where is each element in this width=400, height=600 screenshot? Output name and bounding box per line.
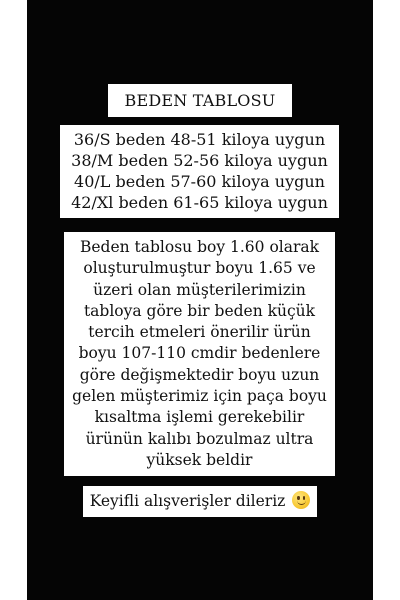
footer-message: Keyifli alışverişler dileriz — [89, 492, 286, 510]
description-line: yüksek beldir — [146, 450, 253, 469]
description-line: boyu 107-110 cmdir bedenlere — [78, 344, 321, 363]
size-chart-title: BEDEN TABLOSU — [124, 91, 276, 110]
size-chart-title-card — [108, 84, 292, 117]
size-row-36-s: 36/S beden 48-51 kiloya uygun — [73, 130, 326, 149]
description-line: üzeri olan müşterilerimizin — [93, 280, 306, 299]
size-description — [72, 237, 327, 471]
description-line: gelen müşterimiz için paça boyu — [72, 387, 327, 406]
smiling-face-icon — [292, 491, 310, 509]
size-row-38-m: 38/M beden 52-56 kiloya uygun — [71, 151, 328, 170]
size-row-42-xl: 42/Xl beden 61-65 kiloya uygun — [71, 193, 328, 212]
description-line: kısaltma işlemi gerekebilir — [94, 408, 305, 427]
description-line: tercih etmeleri önerilir ürün — [88, 323, 311, 342]
size-description-card — [64, 232, 335, 476]
footer-message-card — [83, 486, 317, 517]
description-line: tabloya göre bir beden küçük — [83, 301, 316, 320]
description-line: göre değişmektedir boyu uzun — [79, 365, 320, 384]
description-line: Beden tablosu boy 1.60 olarak — [79, 238, 320, 256]
description-line: ürünün kalıbı bozulmaz ultra — [85, 429, 314, 448]
description-line: oluşturulmuştur boyu 1.65 ve — [83, 259, 316, 278]
size-row-40-l: 40/L beden 57-60 kiloya uygun — [74, 172, 325, 191]
size-list-card — [60, 125, 339, 218]
